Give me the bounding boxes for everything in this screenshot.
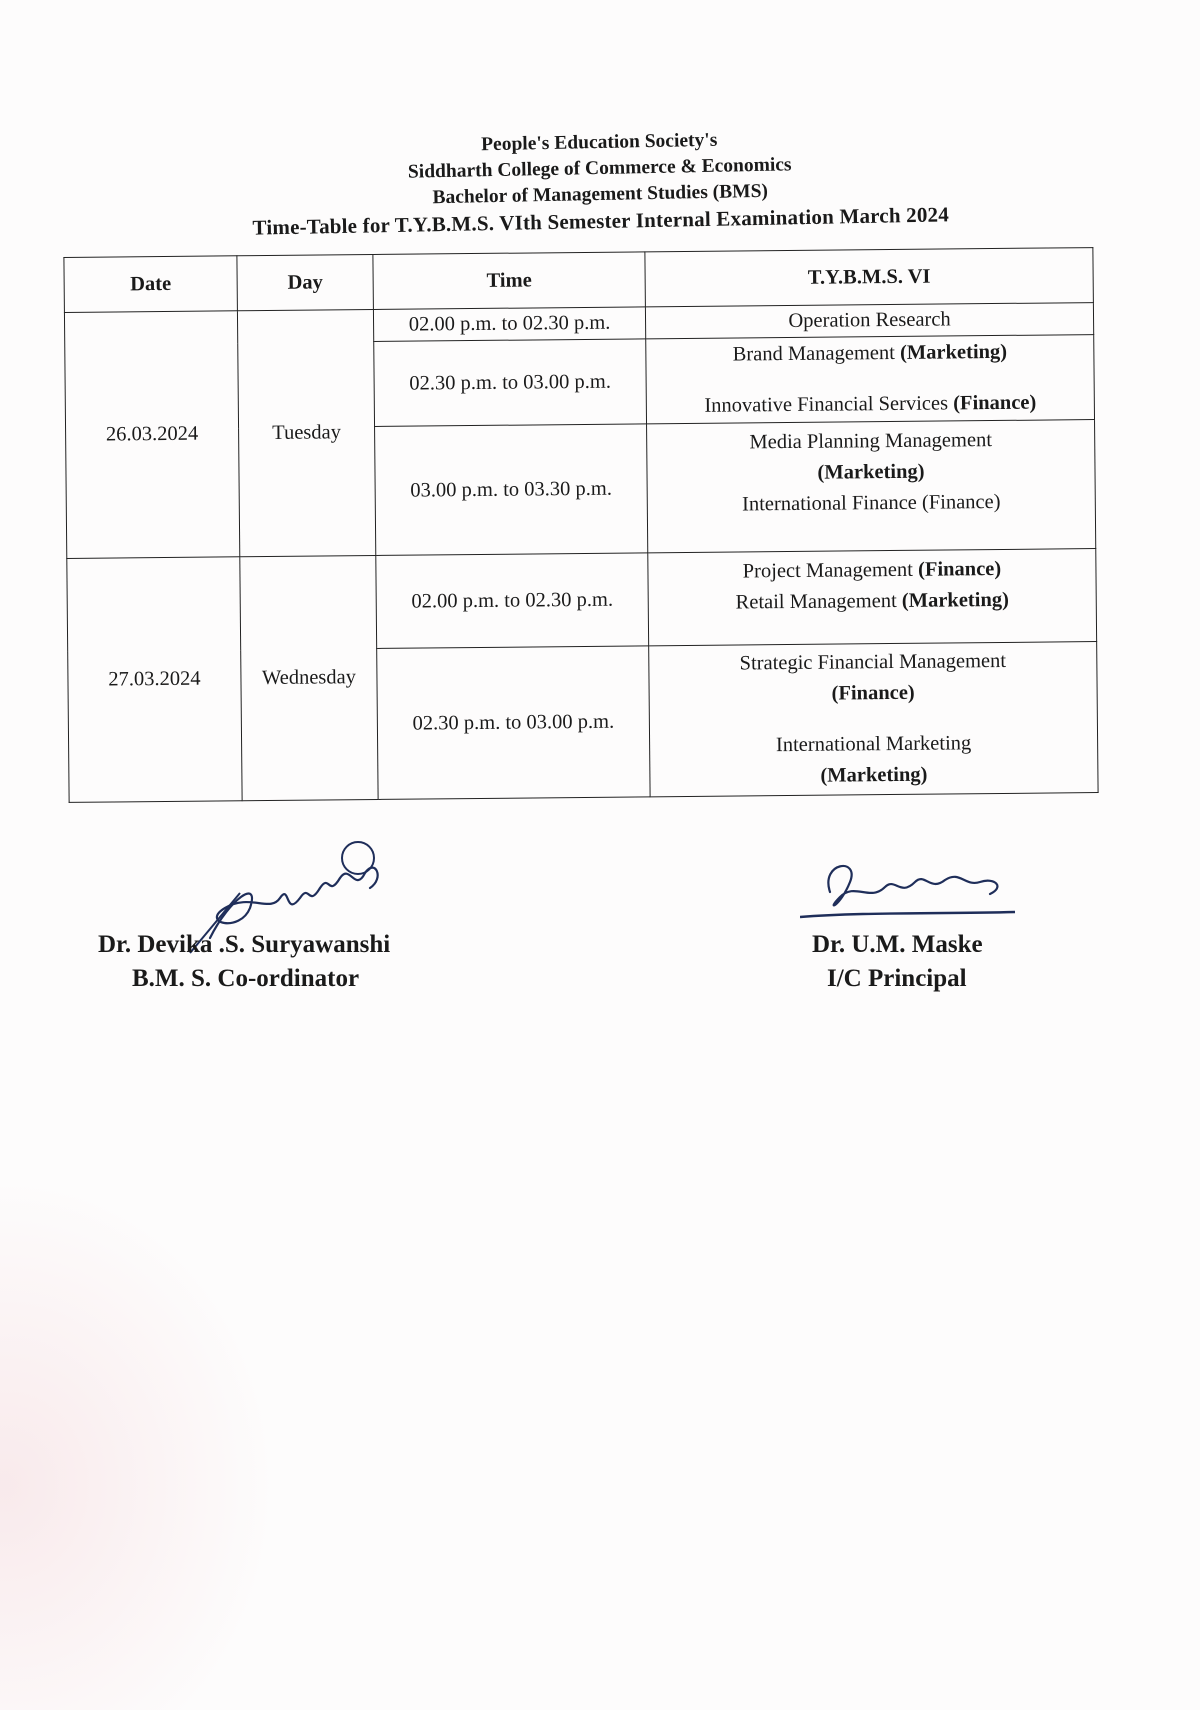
subject-cell — [646, 335, 1095, 424]
college-name: Siddharth College of Commerce & Economics — [407, 154, 792, 183]
subject-name: Project Management — [742, 558, 914, 583]
subject-cell — [647, 420, 1096, 553]
column-header-class: T.Y.B.M.S. VI — [645, 248, 1094, 307]
program-name: Bachelor of Management Studies (BMS) — [432, 180, 769, 209]
time-cell: 03.00 p.m. to 03.30 p.m. — [375, 424, 648, 556]
signature-block-left — [98, 928, 390, 996]
subject-track: (Marketing) — [820, 763, 928, 787]
time-cell: 02.30 p.m. to 03.00 p.m. — [377, 646, 650, 800]
column-header-date: Date — [64, 256, 238, 313]
timetable-table — [63, 247, 1098, 803]
day-cell: Tuesday — [237, 309, 375, 556]
subject-name: Retail Management — [735, 589, 897, 614]
subject-cell — [645, 303, 1093, 339]
subject-track: (Finance) — [831, 681, 915, 705]
subject-name: Strategic Financial Management — [739, 649, 1007, 675]
column-header-time: Time — [373, 252, 646, 310]
date-cell: 26.03.2024 — [64, 311, 239, 559]
day-cell: Wednesday — [240, 555, 378, 800]
signatory-name: Dr. U.M. Maske — [812, 931, 983, 958]
signatory-role: I/C Principal — [827, 965, 967, 992]
signature-block-right — [812, 928, 983, 996]
subject-track: (Finance) — [953, 391, 1037, 415]
time-cell: 02.00 p.m. to 02.30 p.m. — [373, 307, 645, 342]
time-cell: 02.00 p.m. to 02.30 p.m. — [376, 553, 649, 649]
subject-track: (Marketing) — [899, 340, 1008, 364]
document-header — [159, 122, 1041, 243]
subject-track: (Finance) — [917, 557, 1002, 581]
table-row — [67, 549, 1097, 652]
subject-name: Operation Research — [788, 308, 951, 332]
timetable — [63, 247, 1098, 803]
date-cell: 27.03.2024 — [67, 557, 242, 803]
subject-name: Innovative Financial Services — [704, 392, 949, 417]
subject-name: Media Planning Management — [749, 429, 993, 454]
paper-stain — [0, 1150, 300, 1710]
subject-name: International Marketing — [775, 732, 972, 757]
subject-name: Brand Management — [732, 341, 896, 366]
time-cell: 02.30 p.m. to 03.00 p.m. — [374, 339, 647, 427]
signatory-name: Dr. Devika .S. Suryawanshi — [98, 931, 391, 958]
signatory-role: B.M. S. Co-ordinator — [132, 965, 360, 992]
subject-cell — [648, 549, 1097, 646]
subject-name: International Finance (Finance) — [741, 490, 1001, 516]
column-header-day: Day — [237, 254, 374, 310]
timetable-title: Time-Table for T.Y.B.M.S. VIth Semester Internal Examination March 2024 — [252, 202, 950, 240]
subject-track: (Marketing) — [817, 460, 925, 484]
subject-cell — [649, 642, 1098, 797]
table-header-row — [64, 248, 1093, 313]
subject-track: (Marketing) — [901, 588, 1009, 612]
society-name: People's Education Society's — [480, 129, 718, 156]
